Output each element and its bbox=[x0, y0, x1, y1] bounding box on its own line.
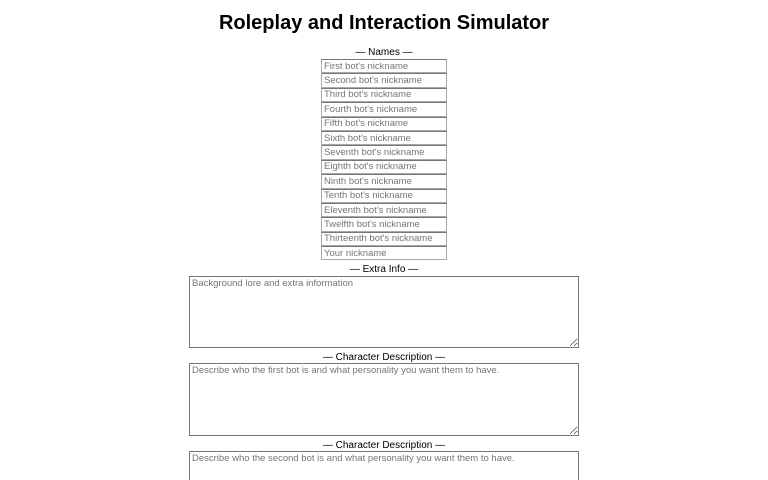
character-description-1-label: — Character Description — bbox=[322, 352, 446, 363]
bot-1-nickname-input[interactable] bbox=[321, 59, 447, 73]
your-nickname-input[interactable] bbox=[321, 246, 447, 260]
bot-4-nickname-input[interactable] bbox=[321, 102, 447, 116]
bot-6-nickname-input[interactable] bbox=[321, 131, 447, 145]
bot-8-nickname-input[interactable] bbox=[321, 160, 447, 174]
bot-2-nickname-input[interactable] bbox=[321, 73, 447, 87]
character-description-1-textarea[interactable] bbox=[189, 363, 579, 436]
bot-11-nickname-input[interactable] bbox=[321, 203, 447, 217]
bot-5-nickname-input[interactable] bbox=[321, 117, 447, 131]
bot-12-nickname-input[interactable] bbox=[321, 217, 447, 231]
extra-info-label: — Extra Info — bbox=[349, 264, 419, 275]
names-list bbox=[321, 59, 447, 260]
bot-7-nickname-input[interactable] bbox=[321, 145, 447, 159]
character-description-2-textarea[interactable] bbox=[189, 451, 579, 480]
page-title: Roleplay and Interaction Simulator bbox=[218, 12, 550, 34]
bot-13-nickname-input[interactable] bbox=[321, 232, 447, 246]
extra-info-textarea[interactable] bbox=[189, 276, 579, 348]
character-description-2-label: — Character Description — bbox=[322, 440, 446, 451]
bot-10-nickname-input[interactable] bbox=[321, 189, 447, 203]
names-section-label: — Names — bbox=[355, 47, 413, 58]
bot-3-nickname-input[interactable] bbox=[321, 88, 447, 102]
bot-9-nickname-input[interactable] bbox=[321, 174, 447, 188]
